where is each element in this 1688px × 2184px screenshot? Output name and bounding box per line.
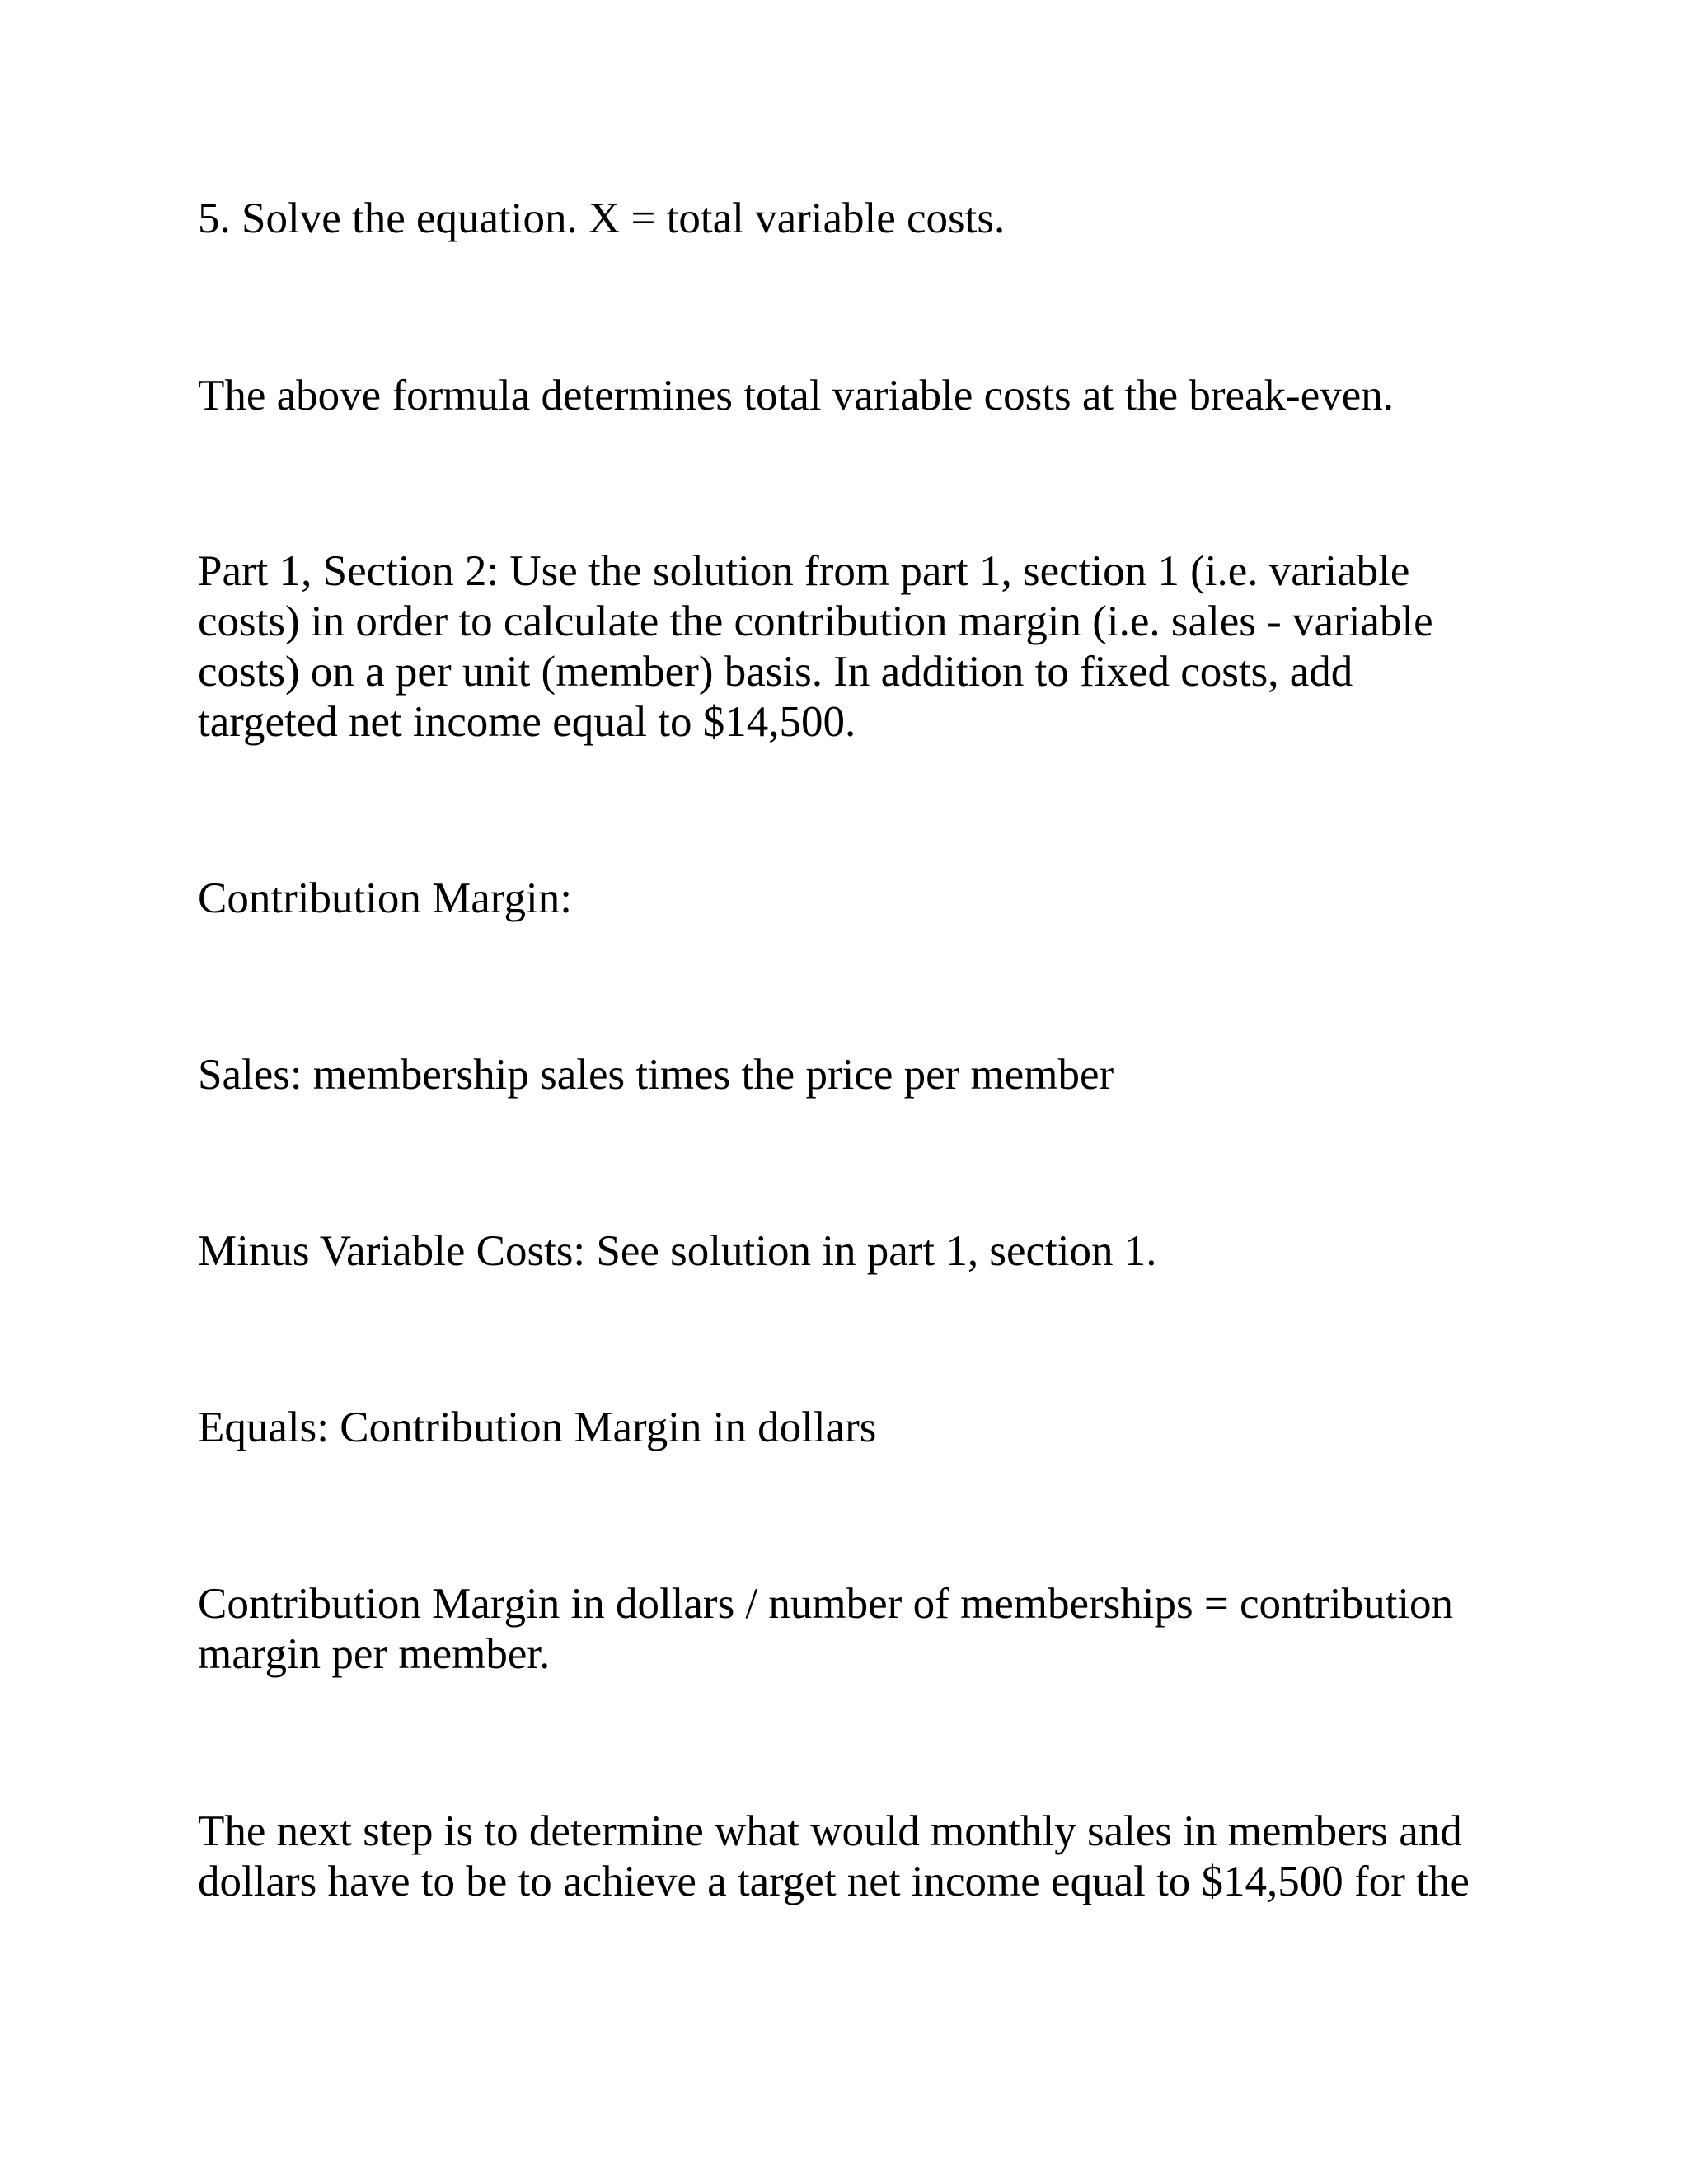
per-member-formula: Contribution Margin in dollars / number of memberships = contribution margin per member.: [198, 1580, 1454, 1678]
next-step-paragraph: The next step is to determine what would monthly sales in members and dollars have to be to achieve a target net income equal to $14,500 for the: [198, 1807, 1470, 1905]
part-1-section-2-instruction: Part 1, Section 2: Use the solution from part 1, section 1 (i.e. variable costs) in order to calculate the contribution margin (i.e. sales - variable costs) on a per unit (member) basis. In addition to fixed costs, add targeted net income equal to $14,500.: [198, 547, 1433, 746]
sales-line: Sales: membership sales times the price per member: [198, 1051, 1114, 1099]
variable-costs-line: Minus Variable Costs: See solution in part 1, section 1.: [198, 1227, 1157, 1275]
equals-line: Equals: Contribution Margin in dollars: [198, 1404, 877, 1451]
contribution-margin-heading: Contribution Margin:: [198, 874, 572, 922]
step-5-instruction: 5. Solve the equation. X = total variable costs.: [198, 194, 1006, 242]
formula-explanation: The above formula determines total variable costs at the break-even.: [198, 372, 1395, 419]
